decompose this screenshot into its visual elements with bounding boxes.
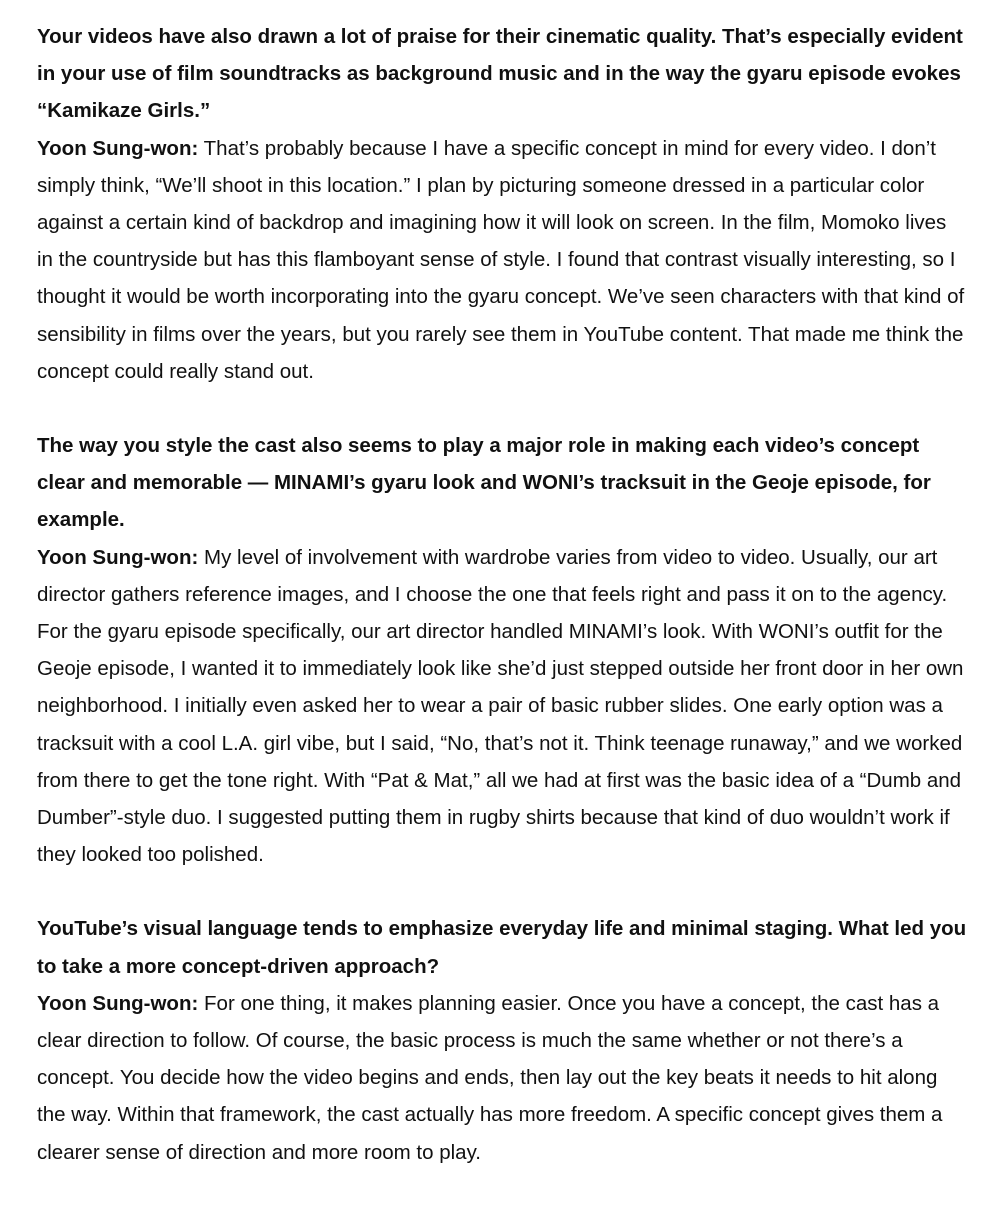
interview-answer: [37, 985, 967, 1171]
qa-block: [37, 910, 967, 1170]
speaker-name: Yoon Sung-won:: [37, 991, 199, 1015]
interview-question: Your videos have also drawn a lot of praise for their cinematic quality. That’s especially evident in your use of film soundtracks as background music and in the way the gyaru episode evokes “Kamikaze Girls.”: [37, 25, 963, 123]
speaker-name: Yoon Sung-won:: [37, 545, 199, 569]
interview-answer: [37, 539, 967, 874]
interview-question: YouTube’s visual language tends to emphasize everyday life and minimal staging. What led you to take a more concept-driven approach?: [37, 917, 967, 978]
interview-article: [37, 18, 967, 1208]
qa-block: [37, 18, 967, 390]
qa-block: [37, 427, 967, 873]
speaker-name: Yoon Sung-won:: [37, 136, 199, 160]
interview-answer: [37, 130, 967, 390]
answer-text: That’s probably because I have a specific concept in mind for every video. I don’t simply think, “We’ll shoot in this location.” I plan by picturing someone dressed in a particular color against a certain kind of backdrop and imagining how it will look on screen. In the film, Momoko lives in the countryside but has this flamboyant sense of style. I found that contrast visually interesting, so I thought it would be worth incorporating into the gyaru concept. We’ve seen characters with that kind of sensibility in films over the years, but you rarely see them in YouTube content. That made me think the concept could really stand out.: [37, 136, 965, 383]
answer-text: My level of involvement with wardrobe varies from video to video. Usually, our art director gathers reference images, and I choose the one that feels right and pass it on to the agency. For the gyaru episode specifically, our art director handled MINAMI’s look. With WONI’s outfit for the Geoje episode, I wanted it to immediately look like she’d just stepped outside her front door in her own neighborhood. I initially even asked her to wear a pair of basic rubber slides. One early option was a tracksuit with a cool L.A. girl vibe, but I said, “No, that’s not it. Think teenage runaway,” and we worked from there to get the tone right. With “Pat & Mat,” all we had at first was the basic idea of a “Dumb and Dumber”-style duo. I suggested putting them in rugby shirts because that kind of duo wouldn’t work if they looked too polished.: [37, 545, 964, 867]
answer-text: For one thing, it makes planning easier. Once you have a concept, the cast has a clear direction to follow. Of course, the basic process is much the same whether or not there’s a concept. You decide how the video begins and ends, then lay out the key beats it needs to hit along the way. Within that framework, the cast actually has more freedom. A specific concept gives them a clearer sense of direction and more room to play.: [37, 991, 943, 1164]
interview-question: The way you style the cast also seems to play a major role in making each video’s concept clear and memorable — MINAMI’s gyaru look and WONI’s tracksuit in the Geoje episode, for example.: [37, 434, 931, 532]
